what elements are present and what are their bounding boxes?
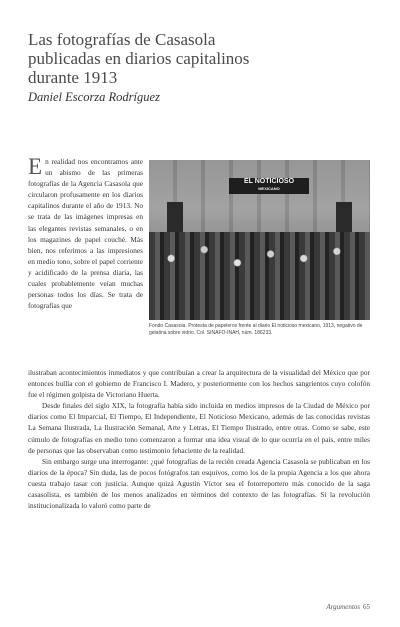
photo-caption: Fondo Casasola. Protesta de papeleros frente al diario El noticioso mexicano, 1913, negativo de gelatina sobre vidrio. Col. SINAFO-INAH, núm. 186233.: [149, 323, 363, 336]
paragraph: ilustraban acontecimientos inmediatos y que contribuían a crear la arquitectura de la visualidad del México que por entonces bullía con el gobierno de Francisco I. Madero, y posteriormente con los hechos sangrientos cuyo colofón fue el régimen golpista de Victoriano Huerta.: [28, 368, 370, 400]
intro-column: [28, 156, 143, 311]
sign-line-2: MEXICANO: [258, 186, 280, 191]
body-text: [28, 367, 370, 511]
article-author: Daniel Escorza Rodríguez: [28, 90, 160, 104]
article-photo: [149, 160, 370, 320]
crowd: [149, 232, 370, 320]
paragraph: Desde finales del siglo XIX, la fotografía había sido incluida en medios impresos de la Ciudad de México por diarios como El Imparcial, El Tiempo, El Independiente, El Noticioso Mexicano, además de las conocidas revistas La Semana Ilustrada, La Ilustración Semanal, Arte y Letras, El Tiempo Ilustrado, entre otras. Como se sabe, este cúmulo de fotografías en medio tono comenzaron a formar una idea visual de lo que ocurría en el país, entre miles de personas que las observaban como testimonio fehaciente de la realidad.: [28, 401, 370, 455]
newspaper-sign: [229, 178, 309, 194]
drop-cap: E: [28, 154, 43, 179]
paragraph: Sin embargo surge una interrogante: ¿qué fotografías de la recién creada Agencia Casasola se publicaban en los diarios de la época? Sin duda, las de pocos fotógrafos tan esquivos, como los de la propia Agencia a los que ahora cuesta trabajo tasar con justicia. Aunque quizá Agustín Víctor sea el fotorreportero más conocido de la saga casasolista, es también de los menos analizados en términos del contexto de las fotografías. Si la revolución institucionalizada lo valoró como parte de: [28, 456, 370, 511]
article-title: Las fotografías de Casasola publicadas en diarios capitalinos durante 1913: [28, 30, 250, 87]
sign-line-1: EL NOTICIOSO: [243, 178, 295, 185]
page-number: 65: [363, 603, 370, 611]
page-footer: [326, 603, 370, 611]
section-name: Argumentos: [326, 603, 360, 611]
intro-text: n realidad nos encontramos ante un abismo de las primeras fotografías de la Agencia Casasola que circularon profusamente en los diarios capitalinos durante el año de 1913. No se trata de las imágenes impresas en las elegantes revistas semanales, o en los magazines de papel couché. Más bien, nos referimos a las impresiones en medio tono, sobre el papel corriente y acidificado de la prensa diaria, las cuales probablemente veían muchas personas todos los días. Se trata de fotografías que: [28, 157, 143, 311]
